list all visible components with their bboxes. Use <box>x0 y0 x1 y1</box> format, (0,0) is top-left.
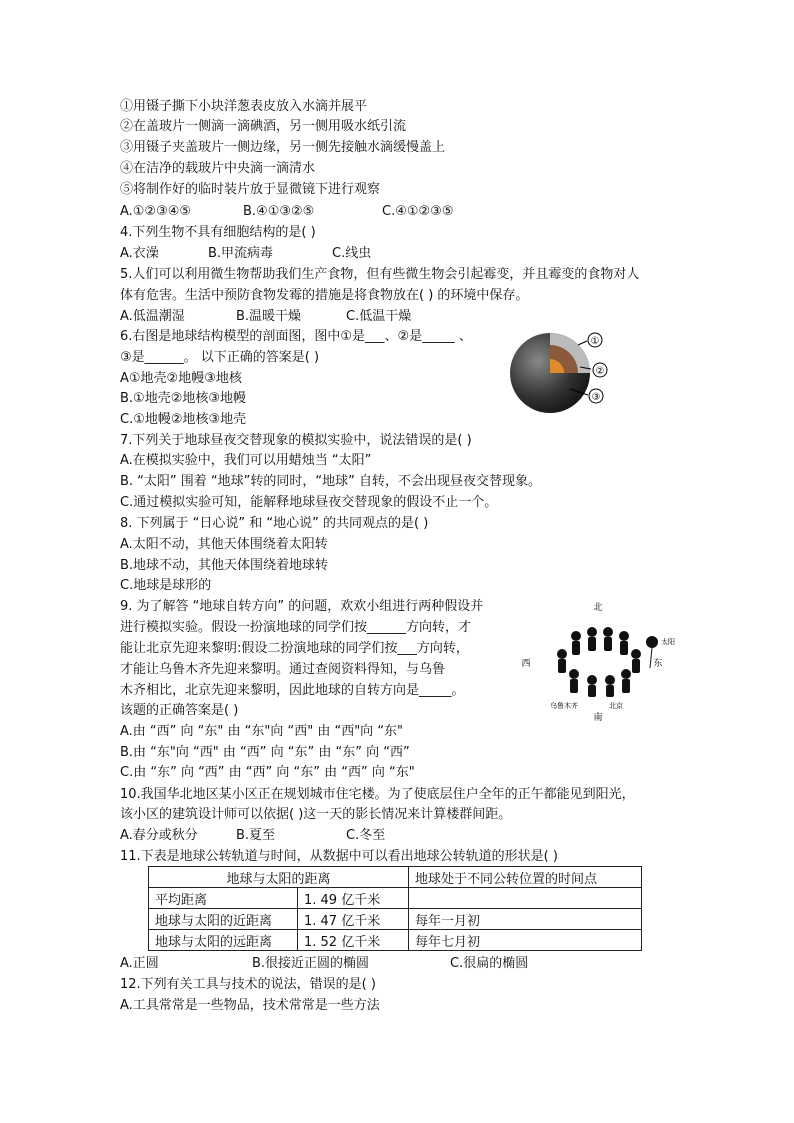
q5-stem-2: 体有危害。生活中预防食物发霉的措施是将食物放在( ) 的环境中保存。 <box>120 288 529 303</box>
q3-option-b: B.④①③②⑤ <box>243 204 315 219</box>
south-label: 南 <box>593 713 603 723</box>
east-label: 东 <box>653 659 663 669</box>
q7-option-a: A.在模拟实验中，我们可以用蜡烛当 “太阳” <box>120 453 372 468</box>
cell-label: 地球与太阳的近距离 <box>149 909 298 930</box>
cell-label: 平均距离 <box>149 888 298 909</box>
q9-line-6: 该题的正确答案是( ) <box>120 703 239 718</box>
q6-option-b: B.①地壳②地核③地幔 <box>120 391 247 406</box>
q12-stem: 12.下列有关工具与技术的说法，错误的是( ) <box>120 977 376 992</box>
table-header-row <box>149 867 642 888</box>
west-label: 西 <box>521 659 531 669</box>
label-1: ① <box>590 336 600 347</box>
q5-option-a: A.低温潮湿 <box>120 309 185 324</box>
q3-option-a: A.①②③④⑤ <box>120 204 192 219</box>
step-2: ②在盖玻片一侧滴一滴碘酒，另一侧用吸水纸引流 <box>120 119 407 134</box>
student-ring <box>557 627 641 697</box>
q9-option-b: B.由 “东"向 “西" 由 “西” 向 “东” 由 “东” 向 “西” <box>120 745 410 760</box>
q7-stem: 7.下列关于地球昼夜交替现象的模拟实验中，说法错误的是( ) <box>120 433 472 448</box>
header-time: 地球处于不同公转位置的时间点 <box>409 867 642 888</box>
q5-option-c: C.低温干燥 <box>346 309 412 324</box>
q8-stem: 8. 下列属于 “日心说” 和 “地心说” 的共同观点的是( ) <box>120 516 429 531</box>
q7-option-c: C.通过模拟实验可知，能解释地球昼夜交替现象的假设不止一个。 <box>120 495 498 510</box>
q9-line-2: 进行模拟实验。假设一扮演地球的同学们按______方向转，才 <box>120 620 472 635</box>
north-label: 北 <box>593 603 603 613</box>
step-3: ③用镊子夹盖玻片一侧边缘，另一侧先接触水滴缓慢盖上 <box>120 140 446 155</box>
q6-option-c: C.①地幔②地核③地壳 <box>120 412 247 427</box>
q11-option-b: B.很接近正圆的椭圆 <box>252 956 370 971</box>
table-row <box>149 888 642 909</box>
q4-option-b: B.甲流病毒 <box>208 246 274 261</box>
sun-label: 太阳 <box>661 638 675 646</box>
q5-stem-1: 5.人们可以利用微生物帮助我们生产食物，但有些微生物会引起霉变，并且霉变的食物对人 <box>120 267 640 282</box>
q6-option-a: A①地壳②地幔③地核 <box>120 371 242 386</box>
q12-option-a: A.工具常常是一些物品，技术常常是一些方法 <box>120 998 380 1013</box>
table-row <box>149 930 642 951</box>
beijing-label: 北京 <box>609 702 623 710</box>
rotation-experiment-figure <box>518 598 678 723</box>
step-1: ①用镊子撕下小块洋葱表皮放入水滴并展平 <box>120 99 368 114</box>
q9-line-4: 才能让乌鲁木齐先迎来黎明。通过查阅资料得知，与乌鲁 <box>120 662 446 677</box>
q8-option-b: B.地球不动，其他天体围绕着地球转 <box>120 558 329 573</box>
q10-option-c: C.冬至 <box>346 828 386 843</box>
q7-option-b: B. “太阳” 围着 “地球”转的同时，“地球” 自转，不会出现昼夜交替现象。 <box>120 474 541 489</box>
earth-structure-figure <box>508 325 616 421</box>
cell-time: 每年七月初 <box>409 930 642 951</box>
q5-option-b: B.温暖干燥 <box>236 309 302 324</box>
cell-distance: 1. 49 亿千米 <box>298 888 409 909</box>
cell-label: 地球与太阳的远距离 <box>149 930 298 951</box>
q4-stem: 4.下列生物不具有细胞结构的是( ) <box>120 225 316 240</box>
urumqi-label: 乌鲁木齐 <box>550 702 578 710</box>
orbit-table <box>148 866 642 951</box>
q8-option-c: C.地球是球形的 <box>120 578 212 593</box>
q10-option-b: B.夏至 <box>236 828 276 843</box>
q10-stem-1: 10.我国华北地区某小区正在规划城市住宅楼。为了使底层住户全年的正午都能见到阳光， <box>120 787 635 802</box>
q3-option-c: C.④①②③⑤ <box>382 204 454 219</box>
q11-option-c: C.很扁的椭圆 <box>450 956 529 971</box>
table-row <box>149 909 642 930</box>
q4-option-c: C.线虫 <box>332 246 372 261</box>
cell-time <box>409 888 642 909</box>
cell-distance: 1. 52 亿千米 <box>298 930 409 951</box>
header-distance: 地球与太阳的距离 <box>149 867 409 888</box>
q9-option-a: A.由 “西” 向 “东" 由 “东"向 “西" 由 “西"向 “东" <box>120 724 404 739</box>
q9-line-1: 9. 为了解答 “地球自转方向” 的问题，欢欢小组进行两种假设并 <box>120 599 484 614</box>
q6-stem-2: ③是______。 以下正确的答案是( ) <box>120 350 320 365</box>
cell-distance: 1. 47 亿千米 <box>298 909 409 930</box>
sun-prop <box>646 636 658 648</box>
q8-option-a: A.太阳不动，其他天体围绕着太阳转 <box>120 537 328 552</box>
q4-option-a: A.衣澡 <box>120 246 159 261</box>
q6-stem-1: 6.右图是地球结构模型的剖面图，图中①是___、②是_____ 、 <box>120 329 472 344</box>
q9-line-5: 木齐相比，北京先迎来黎明，因此地球的自转方向是_____。 <box>120 683 465 698</box>
cell-time: 每年一月初 <box>409 909 642 930</box>
step-5: ⑤将制作好的临时装片放于显微镜下进行观察 <box>120 182 381 197</box>
q9-line-3: 能让北京先迎来黎明:假设二扮演地球的同学们按___方向转， <box>120 641 469 656</box>
q11-option-a: A.正圆 <box>120 956 159 971</box>
q10-stem-2: 该小区的建筑设计师可以依据( )这一天的影长情况来计算楼群间距。 <box>120 807 512 822</box>
label-3: ③ <box>591 392 601 403</box>
step-4: ④在洁净的载玻片中央滴一滴清水 <box>120 161 316 176</box>
q11-stem: 11.下表是地球公转轨道与时间，从数据中可以看出地球公转轨道的形状是( ) <box>120 849 558 864</box>
label-2: ② <box>595 366 605 377</box>
q9-option-c: C.由 “东” 向 “西” 由 “西” 向 “东” 由 “西” 向 “东" <box>120 765 415 780</box>
q10-option-a: A.春分或秋分 <box>120 828 198 843</box>
